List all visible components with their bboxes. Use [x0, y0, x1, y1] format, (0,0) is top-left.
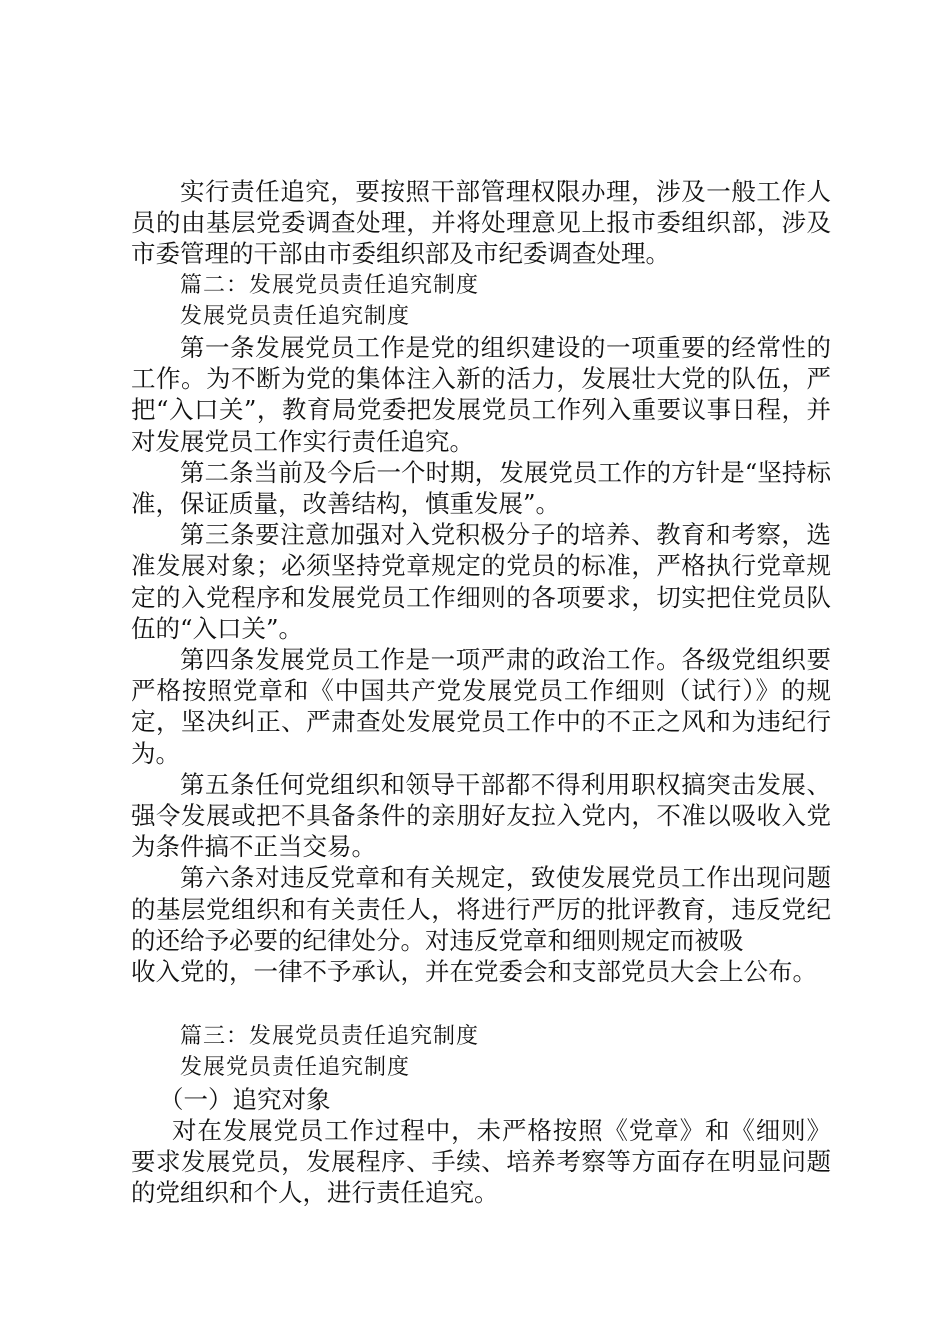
section-spacer — [131, 987, 831, 1021]
article-four: 第四条发展党员工作是一项严肃的政治工作。各级党组织要严格按照党章和《中国共产党发展党员工作细则（试行）》的规定，坚决纠正、严肃查处发展党员工作中的不正之风和为违纪行为。 — [131, 645, 831, 768]
article-five: 第五条任何党组织和领导干部都不得利用职权搞突击发展、强令发展或把不具备条件的亲朋好友拉入党内，不准以吸收入党为条件搞不正当交易。 — [131, 769, 831, 862]
section-heading-part-three: 篇三：发展党员责任追究制度 — [180, 1024, 480, 1050]
section-title-part-two: 发展党员责任追究制度 — [180, 303, 411, 329]
section-title-part-three: 发展党员责任追究制度 — [180, 1055, 411, 1081]
document-body — [131, 176, 831, 1209]
article-two: 第二条当前及今后一个时期，发展党员工作的方针是“坚持标准，保证质量，改善结构，慎重发展”。 — [131, 457, 831, 519]
section-heading-part-two: 篇二：发展党员责任追究制度 — [180, 272, 480, 298]
subsection-accountability-targets: （一）追究对象 — [159, 1084, 331, 1114]
paragraph-accountability-authority: 实行责任追究，要按照干部管理权限办理，涉及一般工作人员的由基层党委调查处理，并将处理意见上报市委组织部，涉及市委管理的干部由市委组织部及市纪委调查处理。 — [131, 177, 831, 269]
article-three: 第三条要注意加强对入党积极分子的培养、教育和考察，选准发展对象；必须坚持党章规定的党员的标准，严格执行党章规定的入党程序和发展党员工作细则的各项要求，切实把住党员队伍的“入口关”。 — [131, 520, 831, 643]
article-six-continued: 收入党的，一律不予承认，并在党委会和支部党员大会上公布。 — [131, 957, 817, 987]
article-one: 第一条发展党员工作是党的组织建设的一项重要的经常性的工作。为不断为党的集体注入新的活力，发展壮大党的队伍，严把“入口关”，教育局党委把发展党员工作列入重要议事日程，并对发展党员工作实行责任追究。 — [131, 333, 831, 456]
paragraph-accountability-targets: 对在发展党员工作过程中，未严格按照《党章》和《细则》要求发展党员，发展程序、手续、培养考察等方面存在明显问题的党组织和个人，进行责任追究。 — [131, 1115, 831, 1208]
article-six: 第六条对违反党章和有关规定，致使发展党员工作出现问题的基层党组织和有关责任人，将进行严厉的批评教育，违反党纪的还给予必要的纪律处分。对违反党章和细则规定而被吸 — [131, 863, 831, 955]
